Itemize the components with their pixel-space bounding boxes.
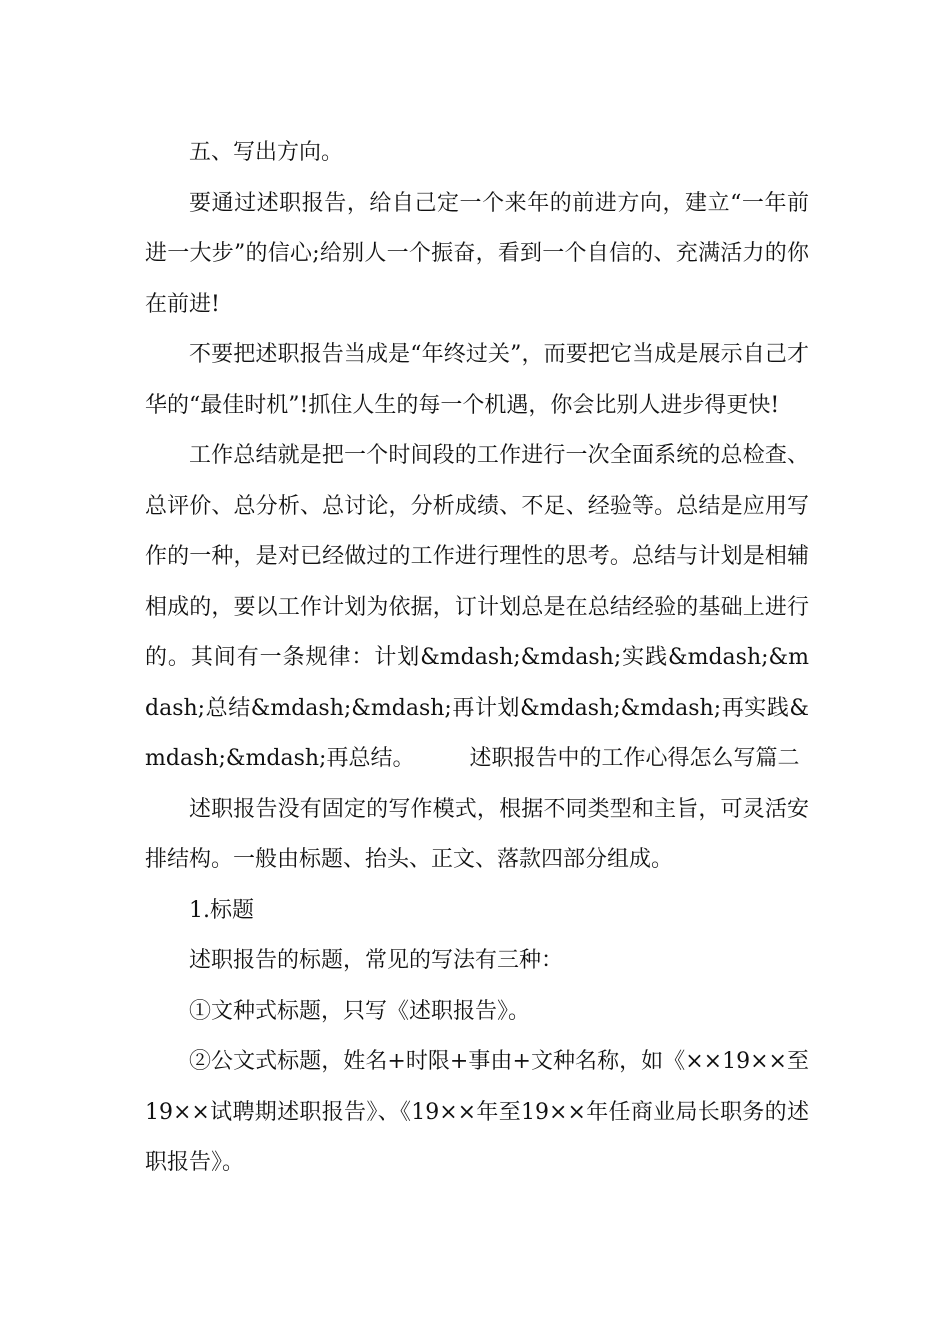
subheading-title: 1.标题: [189, 897, 254, 923]
paragraph-report-structure: 述职报告没有固定的写作模式，根据不同类型和主旨，可灵活安排结构。一般由标题、抬头、正文、落款四部分组成。: [145, 796, 809, 872]
paragraph-opportunity: 不要把述职报告当成是“年终过关”，而要把它当成是展示自己才华的“最佳时机”!抓住人生的每一个机遇，你会比别人进步得更快!: [145, 342, 809, 418]
paragraph-title-intro: 述职报告的标题，常见的写法有三种：: [189, 948, 564, 973]
list-item-genre-title: ①文种式标题，只写《述职报告》。: [189, 998, 531, 1024]
document-body: [145, 128, 809, 1189]
paragraph-summary-definition: 工作总结就是把一个时间段的工作进行一次全面系统的总检查、总评价、总分析、总讨论，分析成绩、不足、经验等。总结是应用写作的一种，是对已经做过的工作进行理性的思考。总结与计划是相辅相成的，要以工作计划为依据，订计划总是在总结经验的基础上进行的。其间有一条规律：计划&mdash;&mdash;实践&mdash;&mdash;总结&mdash;&mdash;再计划&mdash;&mdash;再实践&mdash;&mdash;再总结。 述职报告中的工作心得怎么写篇二: [145, 443, 809, 771]
section-heading-direction: 五、写出方向。: [189, 140, 344, 165]
list-item-official-title: ②公文式标题，姓名+时限+事由+文种名称，如《××19××至19××试聘期述职报告》、《19××年至19××年任商业局长职务的述职报告》。: [145, 1049, 809, 1175]
paragraph-direction: 要通过述职报告，给自己定一个来年的前进方向，建立“一年前进一大步”的信心;给别人一个振奋，看到一个自信的、充满活力的你在前进!: [145, 190, 809, 317]
